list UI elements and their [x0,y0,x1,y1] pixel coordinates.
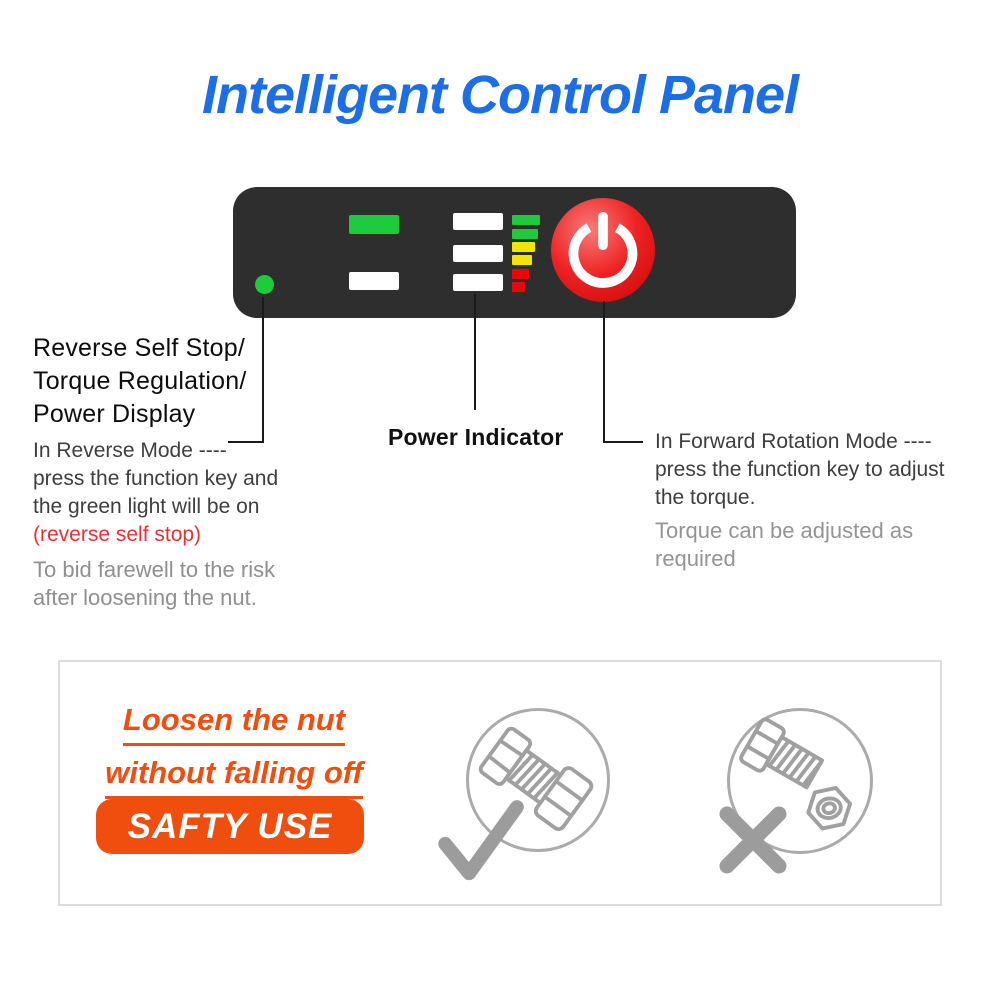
safety-headline-2: without falling off [105,755,363,799]
left-annotation-body [33,437,278,549]
connector-line-power-vertical [603,301,605,443]
power-button [551,198,655,302]
connector-line-power-horizontal [603,441,643,443]
power-indicator-bar-2 [453,245,503,262]
power-indicator-bar-1 [453,213,503,230]
body-line: press the function key to adjust [655,458,945,481]
white-display-bar [349,272,399,290]
heading-line: Torque Regulation/ [33,367,247,395]
level-segment-yellow-2 [512,255,532,265]
heading-line: Power Display [33,400,196,428]
power-indicator-bar-3 [453,274,503,291]
x-mark-icon [715,800,795,880]
connector-line-led-vertical [262,297,264,443]
level-segment-red-2 [512,282,525,292]
body-line: In Reverse Mode ---- [33,439,227,462]
gray-line: To bid farewell to the risk [33,557,276,582]
right-annotation-gray [655,517,913,573]
green-display-bar [349,215,399,234]
level-segment-green-2 [512,229,538,239]
safety-headlines [88,702,380,799]
checkmark-icon [436,796,528,888]
safety-use-box [58,660,942,906]
connector-line-indicator [474,294,476,410]
body-line: the green light will be on [33,495,260,518]
body-line: In Forward Rotation Mode ---- [655,430,932,453]
green-led-icon [255,275,274,294]
control-panel-image [233,187,796,318]
gray-line: required [655,546,736,571]
page-title: Intelligent Control Panel [201,65,799,125]
level-segment-red-1 [512,269,529,279]
level-segment-yellow-1 [512,242,535,252]
power-indicator-label: Power Indicator [388,424,564,450]
level-segment-green-1 [512,215,540,225]
right-annotation-body [655,428,945,512]
safety-headline-1: Loosen the nut [123,702,345,746]
left-annotation-gray [33,556,275,612]
body-line: press the function key and [33,467,279,490]
reverse-self-stop-note: (reverse self stop) [33,523,202,546]
gray-line: Torque can be adjusted as [655,518,914,543]
body-line: the torque. [655,486,756,509]
power-icon [551,198,655,302]
gray-line: after loosening the nut. [33,585,257,610]
left-annotation-heading [33,332,246,431]
safty-use-badge: SAFTY USE [96,799,364,854]
heading-line: Reverse Self Stop/ [33,334,246,362]
